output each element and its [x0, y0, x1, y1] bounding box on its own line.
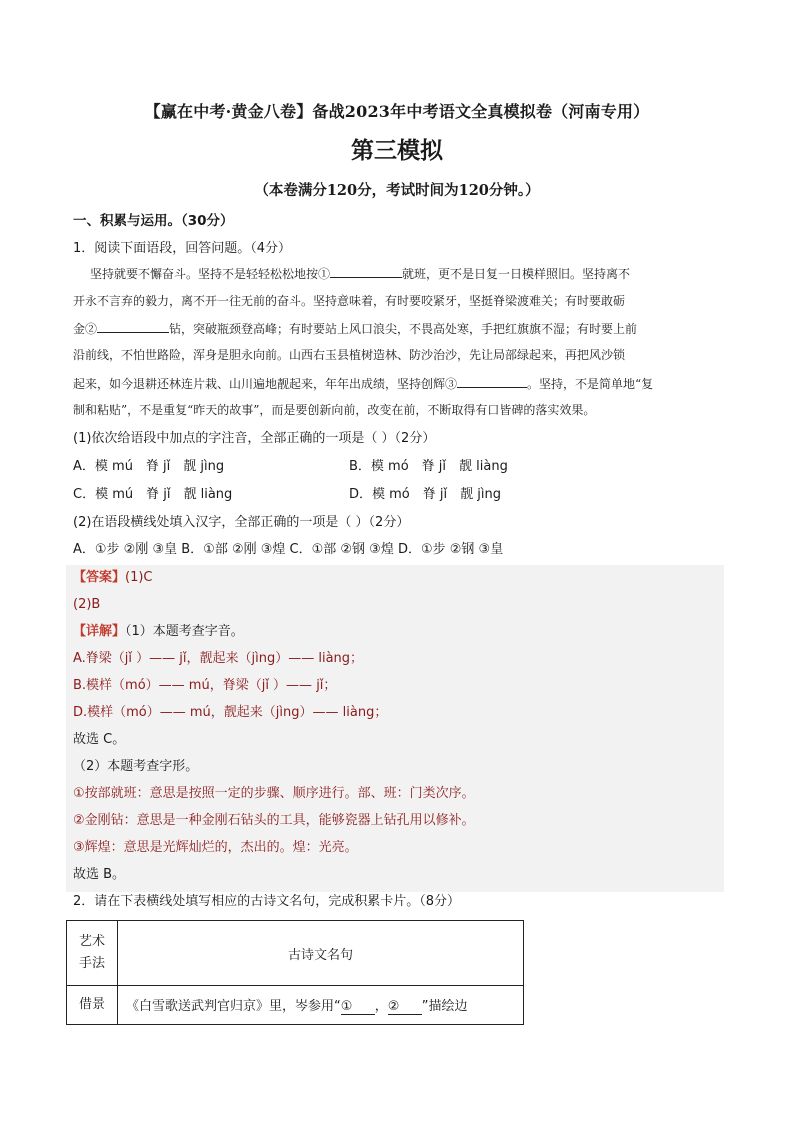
option-d[interactable]: D．模 mó 脊 jǐ 靓 jìng — [349, 487, 501, 502]
table-header-technique: 艺术 手法 — [67, 921, 118, 986]
detail-line: A.脊梁（jǐ ）—— jǐ，靓起来（jìng）—— liàng； — [73, 651, 364, 666]
answer-blank-1[interactable]: ① — [341, 999, 375, 1015]
exam-subtitle: 第三模拟 — [351, 137, 443, 164]
option-b[interactable]: B．模 mó 脊 jǐ 靓 liàng — [349, 459, 508, 474]
detail-line: ①按部就班：意思是按照一定的步骤、顺序进行。部、班：门类次序。 — [73, 786, 475, 801]
sub-question-1-prompt: (1)依次给语段中加点的字注音，全部正确的一项是（ ）（2分） — [73, 431, 436, 446]
sub-question-2-options[interactable]: A．①步 ②刚 ③皇 B．①部 ②刚 ③煌 C．①部 ②钢 ③煌 D．①步 ②钢 ③皇 — [73, 542, 504, 557]
exam-note: （本卷满分120分，考试时间为120分钟。） — [254, 182, 540, 199]
question-1-prompt: 1．阅读下面语段，回答问题。（4分） — [73, 241, 292, 256]
detail-line: 故选 B。 — [73, 867, 126, 882]
passage-line: 开永不言弃的毅力，离不开一往无前的奋斗。坚持意味着，有时要咬紧牙，坚挺脊梁渡难关；有时要敢砺 — [73, 294, 626, 308]
answer-line: 【答案】(1)C — [73, 570, 153, 585]
passage-line: 坚持就要不懈奋斗。坚持不是轻轻松松地按① 就班，更不是日复一日模样照旧。坚持离不 — [90, 267, 631, 281]
exam-title: 【赢在中考·黄金八卷】备战2023年中考语文全真模拟卷（河南专用） — [144, 102, 650, 121]
detail-line: B.模样（mó）—— mú，脊梁（jǐ ）—— jǐ； — [73, 678, 337, 693]
answer-blank-2[interactable]: ② — [388, 999, 422, 1015]
sub-question-2-prompt: (2)在语段横线处填入汉字，全部正确的一项是（ ）（2分） — [73, 515, 410, 530]
detail-line: D.模样（mó）—— mú，靓起来（jìng）—— liàng； — [73, 705, 388, 720]
blank-1[interactable] — [330, 265, 402, 278]
passage-line: 制和粘贴”，不是重复“昨天的故事”，而是要创新向前，改变在前，不断取得有口皆碑的落实效果。 — [73, 403, 596, 417]
section-heading: 一、积累与运用。（30分） — [73, 213, 234, 229]
passage-line: 起来，如今退耕还林连片栽、山川遍地靓起来，年年出成绩，坚持创辉③ 。坚持，不是简单地“复 — [73, 377, 654, 391]
passage-line: 沿前线，不怕世路险，浑身是胆永向前。山西右玉县植树造林、防沙治沙，先让局部绿起来，再把风沙锁 — [73, 348, 626, 362]
answer-line: (2)B — [73, 597, 101, 612]
option-c[interactable]: C．模 mú 脊 jǐ 靓 liàng — [73, 487, 233, 502]
detail-line: 【详解】（1）本题考查字音。 — [73, 624, 244, 639]
blank-2[interactable] — [97, 320, 169, 333]
passage-line: 金② 钻，突破瓶颈登高峰；有时要站上风口浪尖，不畏高处寒，手把红旗旗不湿；有时要上前 — [73, 322, 638, 336]
accumulation-card-table — [66, 920, 524, 1025]
question-2-prompt: 2．请在下表横线处填写相应的古诗文名句，完成积累卡片。（8分） — [73, 894, 461, 909]
detail-line: ②金刚钻：意思是一种金刚石钻头的工具，能够瓷器上钻孔用以修补。 — [73, 813, 475, 828]
detail-line: ③辉煌：意思是光辉灿烂的，杰出的。煌：光亮。 — [73, 840, 358, 855]
table-cell-quote: 《白雪歌送武判官归京》里，岑参用“① ，② ”描绘边 — [118, 986, 524, 1025]
option-a[interactable]: A．模 mú 脊 jǐ 靓 jìng — [73, 459, 225, 474]
detail-line: 故选 C。 — [73, 732, 126, 747]
detail-line: （2）本题考查字形。 — [73, 759, 199, 774]
table-cell-technique: 借景 — [67, 986, 118, 1025]
blank-3[interactable] — [457, 375, 527, 388]
table-header-quote: 古诗文名句 — [118, 921, 524, 986]
